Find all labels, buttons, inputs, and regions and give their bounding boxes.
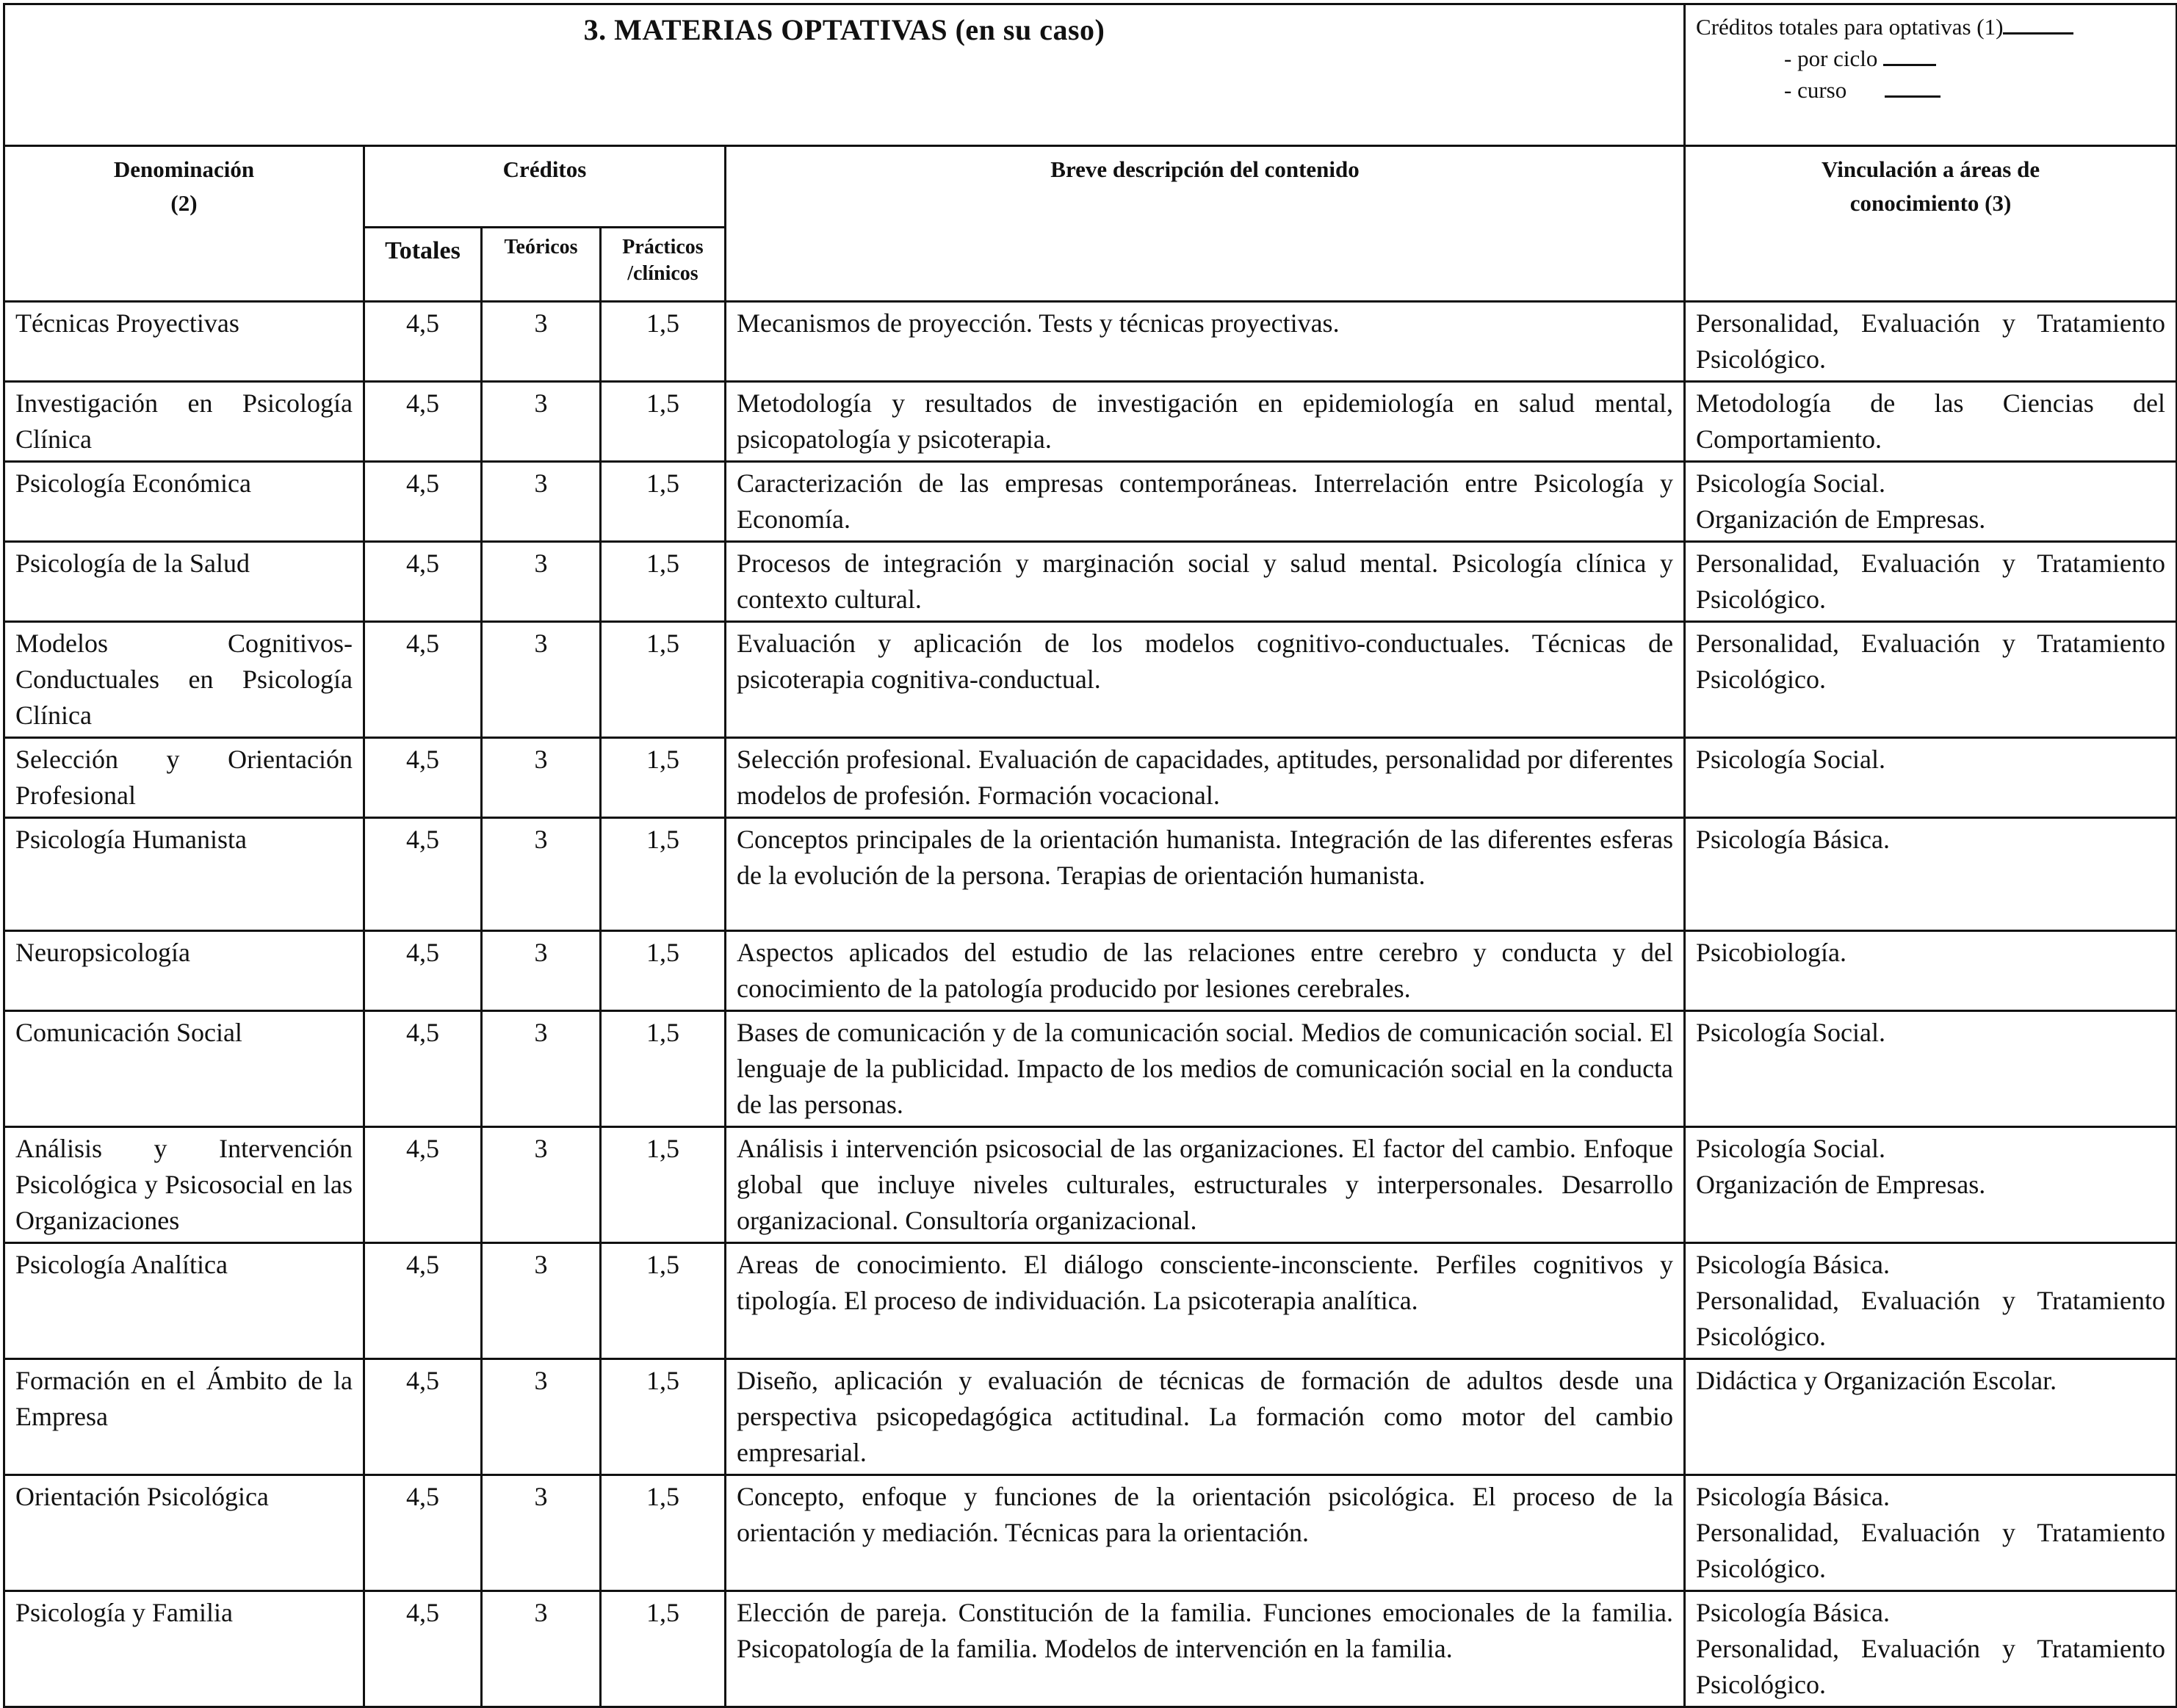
area-item: Psicología Social. — [1696, 1134, 1886, 1163]
subject-name-cell — [4, 931, 364, 1011]
description-text: Concepto, enfoque y funciones de la orientación psicológica. El proceso de la orientación y mediación. Técnicas para la orientación. — [737, 1482, 1674, 1547]
subject-name: Psicología y Familia — [15, 1598, 233, 1627]
teoricos-cell — [482, 738, 601, 818]
practicos-cell — [601, 1243, 726, 1359]
totales-cell — [364, 1011, 482, 1127]
practicos-cell — [601, 542, 726, 622]
subject-name-cell — [4, 1359, 364, 1475]
practicos-value: 1,5 — [646, 629, 679, 658]
teoricos-value: 3 — [534, 1250, 548, 1279]
subject-name: Investigación en Psicología Clínica — [15, 388, 353, 454]
table-row — [4, 1243, 2177, 1359]
areas-cell — [1685, 818, 2177, 931]
subject-name-cell — [4, 1591, 364, 1707]
por-ciclo-blank — [1883, 64, 1936, 66]
totales-cell — [364, 931, 482, 1011]
teoricos-value: 3 — [534, 1598, 548, 1627]
table-row — [4, 462, 2177, 542]
area-item: Metodología de las Ciencias del Comportamiento. — [1696, 388, 2166, 454]
practicos-cell — [601, 302, 726, 382]
subject-name: Orientación Psicológica — [15, 1482, 269, 1511]
table-row — [4, 302, 2177, 382]
subject-name: Comunicación Social — [15, 1018, 242, 1047]
areas-cell — [1685, 542, 2177, 622]
areas-cell — [1685, 1127, 2177, 1243]
description-text: Análisis i intervención psicosocial de las organizaciones. El factor del cambio. Enfoque global que incluye niveles culturales, estructurales y interpersonales. Desarrollo organizacional. Consultoría organizacional. — [737, 1134, 1674, 1235]
subject-name: Selección y Orientación Profesional — [15, 745, 353, 810]
subject-name: Neuropsicología — [15, 938, 190, 967]
table-row — [4, 1475, 2177, 1591]
teoricos-value: 3 — [534, 1482, 548, 1511]
totales-cell — [364, 302, 482, 382]
totals-label: Créditos totales para optativas (1) — [1696, 14, 2004, 40]
area-item: Psicología Social. — [1696, 745, 1886, 774]
description-cell — [726, 1127, 1685, 1243]
subject-name-cell — [4, 1011, 364, 1127]
subject-name-cell — [4, 382, 364, 462]
practicos-value: 1,5 — [646, 1366, 679, 1395]
table-row — [4, 542, 2177, 622]
practicos-cell — [601, 1011, 726, 1127]
por-ciclo-label: - por ciclo — [1784, 46, 1878, 71]
teoricos-value: 3 — [534, 1134, 548, 1163]
teoricos-cell — [482, 462, 601, 542]
totals-blank — [2003, 32, 2073, 35]
description-text: Mecanismos de proyección. Tests y técnicas proyectivas. — [737, 308, 1340, 338]
subject-name: Psicología Analítica — [15, 1250, 228, 1279]
practicos-cell — [601, 382, 726, 462]
totales-value: 4,5 — [406, 1482, 439, 1511]
area-item: Psicología Básica. — [1696, 1598, 1890, 1627]
area-item: Personalidad, Evaluación y Tratamiento Psicológico. — [1696, 1518, 2166, 1583]
practicos-value: 1,5 — [646, 1250, 679, 1279]
teoricos-cell — [482, 931, 601, 1011]
teoricos-cell — [482, 622, 601, 738]
description-text: Elección de pareja. Constitución de la familia. Funciones emocionales de la familia. Psicopatología de la familia. Modelos de intervención en la familia. — [737, 1598, 1674, 1663]
totales-value: 4,5 — [406, 1598, 439, 1627]
totales-value: 4,5 — [406, 938, 439, 967]
practicos-value: 1,5 — [646, 1134, 679, 1163]
subject-name: Análisis y Intervención Psicológica y Psicosocial en las Organizaciones — [15, 1134, 353, 1235]
teoricos-cell — [482, 542, 601, 622]
denominacion-label: Denominación — [113, 156, 255, 182]
descripcion-label: Breve descripción del contenido — [1050, 156, 1360, 182]
column-header-row — [4, 146, 2177, 228]
totales-value: 4,5 — [406, 1250, 439, 1279]
teoricos-cell — [482, 818, 601, 931]
practicos-cell — [601, 1475, 726, 1591]
practicos-cell — [601, 462, 726, 542]
curso-label: - curso — [1784, 77, 1847, 103]
areas-cell — [1685, 1243, 2177, 1359]
areas-cell — [1685, 302, 2177, 382]
area-item: Didáctica y Organización Escolar. — [1696, 1366, 2057, 1395]
practicos-cell — [601, 818, 726, 931]
teoricos-value: 3 — [534, 468, 548, 498]
description-text: Diseño, aplicación y evaluación de técnicas de formación de adultos desde una perspectiva psicopedagógica actitudinal. La formación como motor del cambio empresarial. — [737, 1366, 1674, 1467]
subject-name: Técnicas Proyectivas — [15, 308, 239, 338]
totales-cell — [364, 1243, 482, 1359]
practicos-label-1: Prácticos — [622, 236, 704, 258]
subject-name: Psicología Humanista — [15, 825, 247, 854]
totales-cell — [364, 1475, 482, 1591]
totals-line — [1696, 11, 2176, 43]
creditos-header — [364, 146, 726, 228]
teoricos-value: 3 — [534, 629, 548, 658]
description-cell — [726, 1243, 1685, 1359]
practicos-value: 1,5 — [646, 1018, 679, 1047]
teoricos-value: 3 — [534, 308, 548, 338]
area-item: Psicología Social. — [1696, 1018, 1886, 1047]
totales-cell — [364, 462, 482, 542]
practicos-value: 1,5 — [646, 1482, 679, 1511]
areas-cell — [1685, 1359, 2177, 1475]
description-cell — [726, 738, 1685, 818]
por-ciclo-line — [1696, 43, 2176, 74]
curso-line — [1696, 74, 2176, 106]
practicos-value: 1,5 — [646, 388, 679, 418]
totales-value: 4,5 — [406, 1018, 439, 1047]
practicos-value: 1,5 — [646, 745, 679, 774]
practicos-header — [601, 228, 726, 302]
optional-subjects-table — [3, 3, 2177, 1708]
description-cell — [726, 382, 1685, 462]
description-cell — [726, 818, 1685, 931]
table-row — [4, 1591, 2177, 1707]
areas-cell — [1685, 931, 2177, 1011]
description-cell — [726, 1011, 1685, 1127]
totales-value: 4,5 — [406, 549, 439, 578]
description-text: Evaluación y aplicación de los modelos cognitivo-conductuales. Técnicas de psicoterapia cognitiva-conductual. — [737, 629, 1674, 694]
teoricos-cell — [482, 1011, 601, 1127]
totales-value: 4,5 — [406, 1134, 439, 1163]
areas-cell — [1685, 1591, 2177, 1707]
description-text: Areas de conocimiento. El diálogo consciente-inconsciente. Perfiles cognitivos y tipología. El proceso de individuación. La psicoterapia analítica. — [737, 1250, 1674, 1315]
totales-cell — [364, 542, 482, 622]
practicos-cell — [601, 1359, 726, 1475]
description-cell — [726, 302, 1685, 382]
teoricos-cell — [482, 1591, 601, 1707]
table-row — [4, 1359, 2177, 1475]
description-cell — [726, 1359, 1685, 1475]
description-cell — [726, 542, 1685, 622]
totales-cell — [364, 1127, 482, 1243]
description-cell — [726, 1591, 1685, 1707]
areas-cell — [1685, 462, 2177, 542]
teoricos-value: 3 — [534, 938, 548, 967]
teoricos-value: 3 — [534, 1366, 548, 1395]
totales-value: 4,5 — [406, 629, 439, 658]
area-item: Personalidad, Evaluación y Tratamiento Psicológico. — [1696, 629, 2166, 694]
vinculacion-header — [1685, 146, 2177, 302]
teoricos-value: 3 — [534, 745, 548, 774]
description-text: Selección profesional. Evaluación de capacidades, aptitudes, personalidad por diferentes modelos de profesión. Formación vocacional. — [737, 745, 1674, 810]
denominacion-note: (2) — [170, 190, 198, 216]
title-row — [4, 4, 2177, 146]
subject-name-cell — [4, 1127, 364, 1243]
practicos-cell — [601, 622, 726, 738]
practicos-label-2: /clínicos — [627, 262, 698, 285]
description-text: Bases de comunicación y de la comunicación social. Medios de comunicación social. El lenguaje de la publicidad. Impacto de los medios de comunicación social en la conducta de las personas. — [737, 1018, 1674, 1119]
totales-value: 4,5 — [406, 745, 439, 774]
totales-header — [364, 228, 482, 302]
subject-name-cell — [4, 462, 364, 542]
description-text: Conceptos principales de la orientación humanista. Integración de las diferentes esferas de la evolución de la persona. Terapias de orientación humanista. — [737, 825, 1674, 890]
totales-value: 4,5 — [406, 1366, 439, 1395]
subject-name-cell — [4, 302, 364, 382]
teoricos-value: 3 — [534, 825, 548, 854]
descripcion-header — [726, 146, 1685, 302]
denominacion-header — [4, 146, 364, 302]
practicos-cell — [601, 738, 726, 818]
totales-label: Totales — [385, 237, 461, 264]
table-row — [4, 1011, 2177, 1127]
area-item: Psicología Básica. — [1696, 1250, 1890, 1279]
title-cell — [4, 4, 1685, 146]
areas-cell — [1685, 382, 2177, 462]
vinculacion-label-1: Vinculación a áreas de — [1821, 156, 2040, 182]
subject-name-cell — [4, 1475, 364, 1591]
teoricos-cell — [482, 1127, 601, 1243]
subject-name: Modelos Cognitivos-Conductuales en Psicología Clínica — [15, 629, 353, 730]
area-item: Personalidad, Evaluación y Tratamiento Psicológico. — [1696, 1286, 2166, 1351]
area-item: Psicología Básica. — [1696, 1482, 1890, 1511]
areas-cell — [1685, 738, 2177, 818]
practicos-value: 1,5 — [646, 468, 679, 498]
area-item: Psicología Básica. — [1696, 825, 1890, 854]
teoricos-header — [482, 228, 601, 302]
table-row — [4, 382, 2177, 462]
description-cell — [726, 622, 1685, 738]
totales-value: 4,5 — [406, 388, 439, 418]
area-item: Psicobiología. — [1696, 938, 1847, 967]
totales-cell — [364, 738, 482, 818]
page-title: 3. MATERIAS OPTATIVAS (en su caso) — [583, 13, 1105, 46]
teoricos-cell — [482, 302, 601, 382]
practicos-cell — [601, 931, 726, 1011]
curso-blank — [1885, 95, 1940, 98]
vinculacion-label-2: conocimiento (3) — [1849, 190, 2012, 216]
totales-cell — [364, 1359, 482, 1475]
practicos-value: 1,5 — [646, 549, 679, 578]
area-item: Personalidad, Evaluación y Tratamiento Psicológico. — [1696, 1634, 2166, 1699]
practicos-cell — [601, 1591, 726, 1707]
practicos-value: 1,5 — [646, 938, 679, 967]
description-cell — [726, 1475, 1685, 1591]
practicos-value: 1,5 — [646, 825, 679, 854]
description-text: Procesos de integración y marginación social y salud mental. Psicología clínica y contexto cultural. — [737, 549, 1674, 614]
totales-value: 4,5 — [406, 308, 439, 338]
totales-cell — [364, 1591, 482, 1707]
subject-name: Formación en el Ámbito de la Empresa — [15, 1366, 353, 1431]
area-item: Personalidad, Evaluación y Tratamiento Psicológico. — [1696, 549, 2166, 614]
table-row — [4, 931, 2177, 1011]
teoricos-cell — [482, 1359, 601, 1475]
practicos-value: 1,5 — [646, 308, 679, 338]
totales-cell — [364, 382, 482, 462]
totales-value: 4,5 — [406, 468, 439, 498]
area-item: Organización de Empresas. — [1696, 504, 1986, 534]
totales-cell — [364, 622, 482, 738]
subject-name: Psicología Económica — [15, 468, 251, 498]
table-row — [4, 1127, 2177, 1243]
description-cell — [726, 462, 1685, 542]
totales-cell — [364, 818, 482, 931]
table-row — [4, 818, 2177, 931]
totales-value: 4,5 — [406, 825, 439, 854]
description-text: Caracterización de las empresas contemporáneas. Interrelación entre Psicología y Economía. — [737, 468, 1674, 534]
teoricos-value: 3 — [534, 1018, 548, 1047]
subject-name-cell — [4, 622, 364, 738]
areas-cell — [1685, 1011, 2177, 1127]
subject-name: Psicología de la Salud — [15, 549, 250, 578]
areas-cell — [1685, 622, 2177, 738]
teoricos-value: 3 — [534, 388, 548, 418]
creditos-label: Créditos — [502, 156, 587, 182]
subject-name-cell — [4, 818, 364, 931]
table-row — [4, 622, 2177, 738]
table-row — [4, 738, 2177, 818]
areas-cell — [1685, 1475, 2177, 1591]
practicos-cell — [601, 1127, 726, 1243]
subject-name-cell — [4, 738, 364, 818]
description-text: Aspectos aplicados del estudio de las relaciones entre cerebro y conducta y del conocimiento de la patología producido por lesiones cerebrales. — [737, 938, 1674, 1003]
description-cell — [726, 931, 1685, 1011]
subject-name-cell — [4, 1243, 364, 1359]
teoricos-label: Teóricos — [504, 236, 578, 258]
teoricos-cell — [482, 382, 601, 462]
credit-totals-box — [1685, 4, 2177, 146]
area-item: Organización de Empresas. — [1696, 1170, 1986, 1199]
teoricos-cell — [482, 1475, 601, 1591]
description-text: Metodología y resultados de investigación en epidemiología en salud mental, psicopatología y psicoterapia. — [737, 388, 1674, 454]
subject-name-cell — [4, 542, 364, 622]
practicos-value: 1,5 — [646, 1598, 679, 1627]
teoricos-value: 3 — [534, 549, 548, 578]
teoricos-cell — [482, 1243, 601, 1359]
area-item: Psicología Social. — [1696, 468, 1886, 498]
area-item: Personalidad, Evaluación y Tratamiento Psicológico. — [1696, 308, 2166, 374]
